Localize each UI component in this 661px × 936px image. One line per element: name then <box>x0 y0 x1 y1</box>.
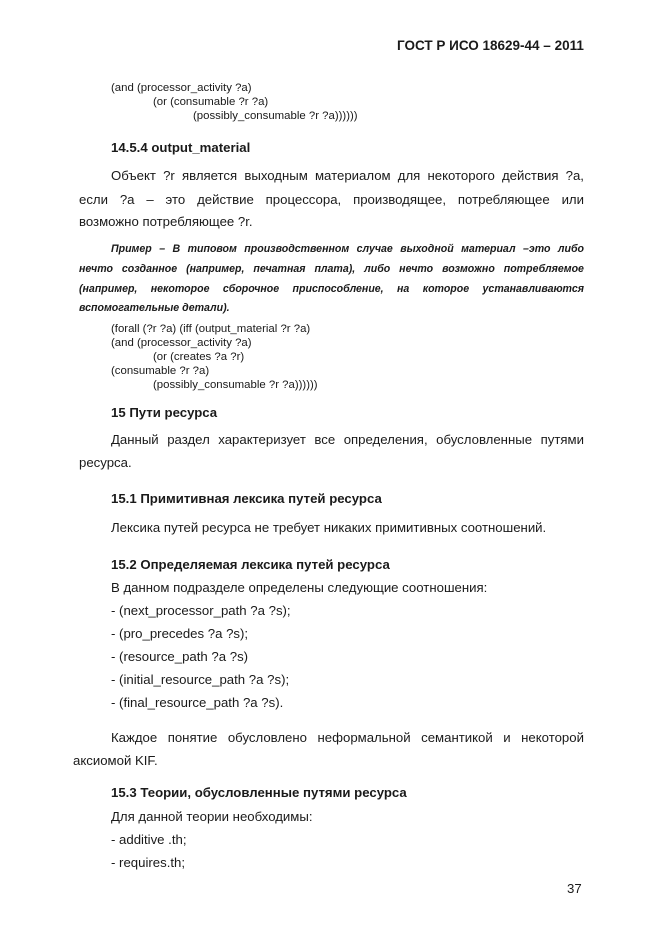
word: семантикой <box>421 730 493 745</box>
word: приспособление, <box>292 283 384 295</box>
word: Данный <box>111 432 159 447</box>
word: процессора, <box>265 192 342 207</box>
list-item: - (pro_precedes ?a ?s); <box>111 626 249 641</box>
word: путями <box>540 432 584 447</box>
code-line: (consumable ?r ?a) <box>111 365 210 377</box>
paragraph-line: В данном подразделе определены следующие соотношения: <box>111 580 488 595</box>
word: которое <box>422 283 470 295</box>
word: некоторого <box>427 168 495 183</box>
word: выходным <box>244 168 308 183</box>
word: печатная <box>253 263 306 275</box>
word: (например, <box>79 283 138 295</box>
running-header: ГОСТ Р ИСО 18629-44 – 2011 <box>397 38 584 53</box>
word: материалом <box>314 168 391 183</box>
word: либо <box>557 243 584 255</box>
list-item: - (next_processor_path ?a ?s); <box>111 603 291 618</box>
word: характеризует <box>218 432 306 447</box>
word: В <box>172 243 181 255</box>
word: производящее, <box>353 192 447 207</box>
word: нечто <box>79 263 113 275</box>
word: типовом <box>187 243 237 255</box>
note-line <box>111 243 584 255</box>
word: является <box>181 168 238 183</box>
code-line: (and (processor_activity ?a) <box>111 82 252 94</box>
word: действия <box>501 168 559 183</box>
word: действие <box>197 192 254 207</box>
word: плата), <box>314 263 356 275</box>
word: – <box>146 192 154 207</box>
word: все <box>314 432 336 447</box>
list-item: - (resource_path ?a ?s) <box>111 649 249 664</box>
word: на <box>397 283 410 295</box>
section-heading-14-5-4: 14.5.4 output_material <box>111 140 251 155</box>
section-heading-15-1: 15.1 Примитивная лексика путей ресурса <box>111 491 382 506</box>
word: (например, <box>186 263 245 275</box>
word: раздел <box>167 432 210 447</box>
note-line: вспомогательные детали). <box>79 302 230 314</box>
word: Каждое <box>111 730 158 745</box>
word: производственном <box>244 243 350 255</box>
code-line: (or (consumable ?r ?a) <box>153 96 269 108</box>
list-item: - (initial_resource_path ?a ?s); <box>111 672 290 687</box>
word: обусловлено <box>227 730 308 745</box>
word: понятие <box>167 730 218 745</box>
section-heading-15: 15 Пути ресурса <box>111 405 218 420</box>
word: определения, <box>343 432 428 447</box>
list-item: - requires.th; <box>111 855 186 870</box>
list-item: - (final_resource_path ?a ?s). <box>111 695 284 710</box>
word: некоторой <box>521 730 584 745</box>
list-item: - additive .th; <box>111 832 187 847</box>
word: ?а <box>119 192 135 207</box>
word: Объект <box>111 168 156 183</box>
paragraph-line: Лексика путей ресурса не требует никаких примитивных соотношений. <box>111 520 547 535</box>
code-line: (forall (?r ?a) (iff (output_material ?r ?a) <box>111 323 311 335</box>
word: неформальной <box>317 730 411 745</box>
code-line: (possibly_consumable ?r ?a)))))) <box>153 379 318 391</box>
word: или <box>561 192 584 207</box>
word: если <box>79 192 108 207</box>
word: – <box>159 243 166 255</box>
section-heading-15-2: 15.2 Определяемая лексика путей ресурса <box>111 557 390 572</box>
code-line: (possibly_consumable ?r ?a)))))) <box>193 110 358 122</box>
section-heading-15-3: 15.3 Теории, обусловленные путями ресурса <box>111 785 407 800</box>
paragraph-line: возможно потребляющее ?r. <box>79 214 253 229</box>
word: возможно <box>442 263 495 275</box>
word: выходной <box>400 243 454 255</box>
note-line <box>79 263 584 275</box>
word: ?а, <box>565 168 584 183</box>
word: и <box>503 730 511 745</box>
paragraph-line <box>111 730 584 745</box>
note-line <box>79 283 584 295</box>
word: нечто <box>399 263 434 275</box>
word: Пример <box>111 243 152 255</box>
word: потребляемое <box>503 263 584 275</box>
paragraph-line <box>79 192 584 207</box>
code-line: (or (creates ?a ?r) <box>153 351 245 363</box>
word: потребляющее <box>457 192 550 207</box>
paragraph-line: аксиомой KIF. <box>73 753 158 768</box>
word: это <box>165 192 186 207</box>
word: обусловленные <box>436 432 533 447</box>
word: созданное <box>121 263 178 275</box>
word: либо <box>364 263 391 275</box>
page-number: 37 <box>567 881 582 896</box>
word: ?r <box>163 168 175 183</box>
paragraph-line: ресурса. <box>79 455 132 470</box>
code-line: (and (processor_activity ?a) <box>111 337 252 349</box>
word: случае <box>356 243 393 255</box>
word: устанавливаются <box>482 283 584 295</box>
word: для <box>397 168 421 183</box>
word: материал <box>461 243 516 255</box>
paragraph-line <box>111 432 584 447</box>
word: сборочное <box>222 283 280 295</box>
paragraph-line <box>111 168 584 183</box>
word: –это <box>522 243 551 255</box>
paragraph-line: Для данной теории необходимы: <box>111 809 313 824</box>
word: некоторое <box>150 283 210 295</box>
